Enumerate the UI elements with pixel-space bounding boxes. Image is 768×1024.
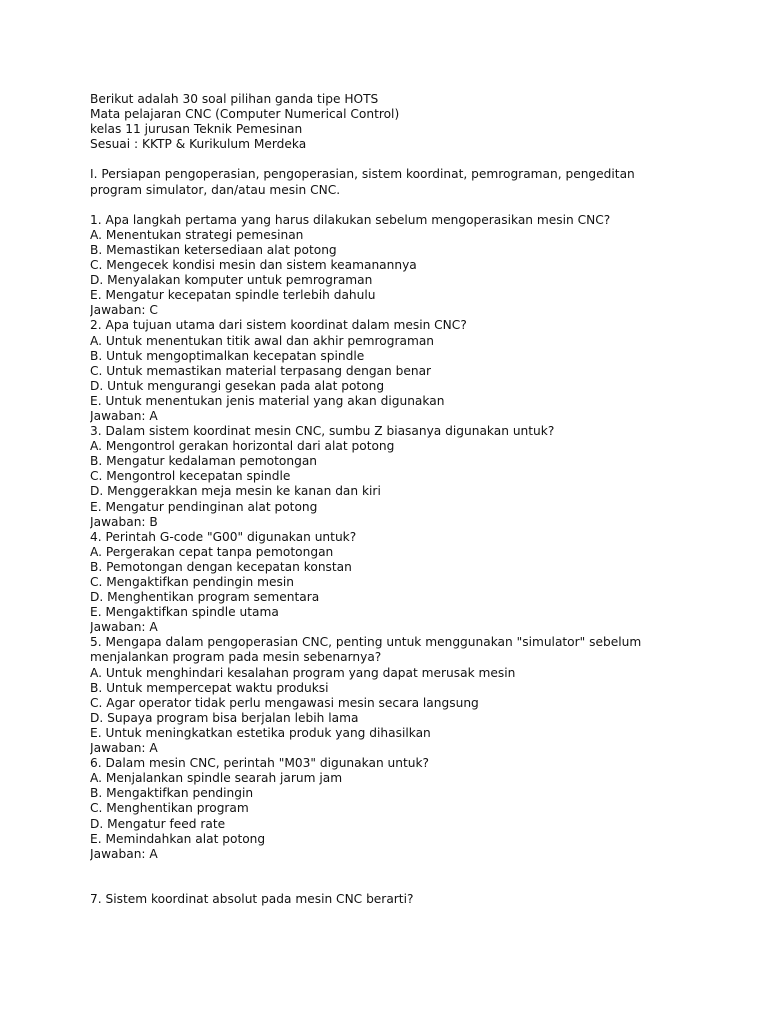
text-line: Mata pelajaran CNC (Computer Numerical Control) [90,107,400,122]
text-line: D. Mengatur feed rate [90,816,226,831]
text-line: I. Persiapan pengoperasian, pengoperasian, sistem koordinat, pemrograman, pengeditan [90,167,635,182]
text-line: 2. Apa tujuan utama dari sistem koordinat dalam mesin CNC? [90,318,467,333]
text-line: A. Menjalankan spindle searah jarum jam [90,771,343,786]
text-line: Jawaban: A [90,620,158,635]
text-line: D. Supaya program bisa berjalan lebih lama [90,710,359,725]
text-line: E. Mengatur pendinginan alat potong [90,499,318,514]
text-line: D. Untuk mengurangi gesekan pada alat potong [90,378,385,393]
document-body [90,92,708,907]
text-line: E. Untuk menentukan jenis material yang akan digunakan [90,393,445,408]
text-line: 5. Mengapa dalam pengoperasian CNC, penting untuk menggunakan "simulator" sebelum [90,635,642,650]
text-line: 7. Sistem koordinat absolut pada mesin CNC berarti? [90,891,414,906]
blank-line [90,198,708,213]
text-line: E. Mengaktifkan spindle utama [90,605,279,620]
text-line: menjalankan program pada mesin sebenarnya? [90,650,382,665]
text-line: C. Mengecek kondisi mesin dan sistem keamanannya [90,258,417,273]
text-line: B. Untuk mengoptimalkan kecepatan spindle [90,348,365,363]
text-line: program simulator, dan/atau mesin CNC. [90,182,341,197]
text-line: C. Mengaktifkan pendingin mesin [90,575,294,589]
blank-line [90,877,708,892]
text-line: 1. Apa langkah pertama yang harus dilakukan sebelum mengoperasikan mesin CNC? [90,212,611,227]
text-line: D. Menghentikan program sementara [90,590,320,605]
text-line: B. Untuk mempercepat waktu produksi [90,680,329,695]
text-line: Jawaban: A [90,408,158,423]
text-line: 4. Perintah G-code "G00" digunakan untuk? [90,529,357,544]
text-line: A. Pergerakan cepat tanpa pemotongan [90,544,334,559]
blank-line [90,152,708,167]
text-line: D. Menyalakan komputer untuk pemrograman [90,273,373,288]
text-line: D. Menggerakkan meja mesin ke kanan dan kiri [90,484,381,499]
text-line: A. Menentukan strategi pemesinan [90,227,304,242]
text-line: B. Memastikan ketersediaan alat potong [90,242,337,257]
text-line: 3. Dalam sistem koordinat mesin CNC, sumbu Z biasanya digunakan untuk? [90,424,555,439]
text-line: B. Mengaktifkan pendingin [90,786,254,801]
text-line: C. Mengontrol kecepatan spindle [90,469,291,484]
text-line: Jawaban: A [90,846,158,861]
text-line: Sesuai : KKTP & Kurikulum Merdeka [90,137,307,152]
text-line: C. Untuk memastikan material terpasang dengan benar [90,363,432,378]
text-line: A. Untuk menentukan titik awal dan akhir pemrograman [90,333,435,348]
text-line: kelas 11 jurusan Teknik Pemesinan [90,122,303,137]
blank-line [90,862,708,877]
text-line: Jawaban: C [90,303,158,318]
text-line: Jawaban: A [90,741,158,756]
text-line: E. Mengatur kecepatan spindle terlebih dahulu [90,288,376,303]
text-line: Jawaban: B [90,514,158,529]
text-line: B. Mengatur kedalaman pemotongan [90,454,318,469]
text-line: A. Mengontrol gerakan horizontal dari alat potong [90,439,395,454]
text-line: C. Agar operator tidak perlu mengawasi mesin secara langsung [90,695,479,710]
text-line: C. Menghentikan program [90,801,249,816]
text-line: Berikut adalah 30 soal pilihan ganda tipe HOTS [90,92,379,106]
text-line: A. Untuk menghindari kesalahan program yang dapat merusak mesin [90,665,516,680]
text-line: B. Pemotongan dengan kecepatan konstan [90,559,352,574]
text-line: 6. Dalam mesin CNC, perintah "M03" digunakan untuk? [90,756,430,771]
text-line: E. Memindahkan alat potong [90,831,266,846]
text-line: E. Untuk meningkatkan estetika produk yang dihasilkan [90,725,431,740]
